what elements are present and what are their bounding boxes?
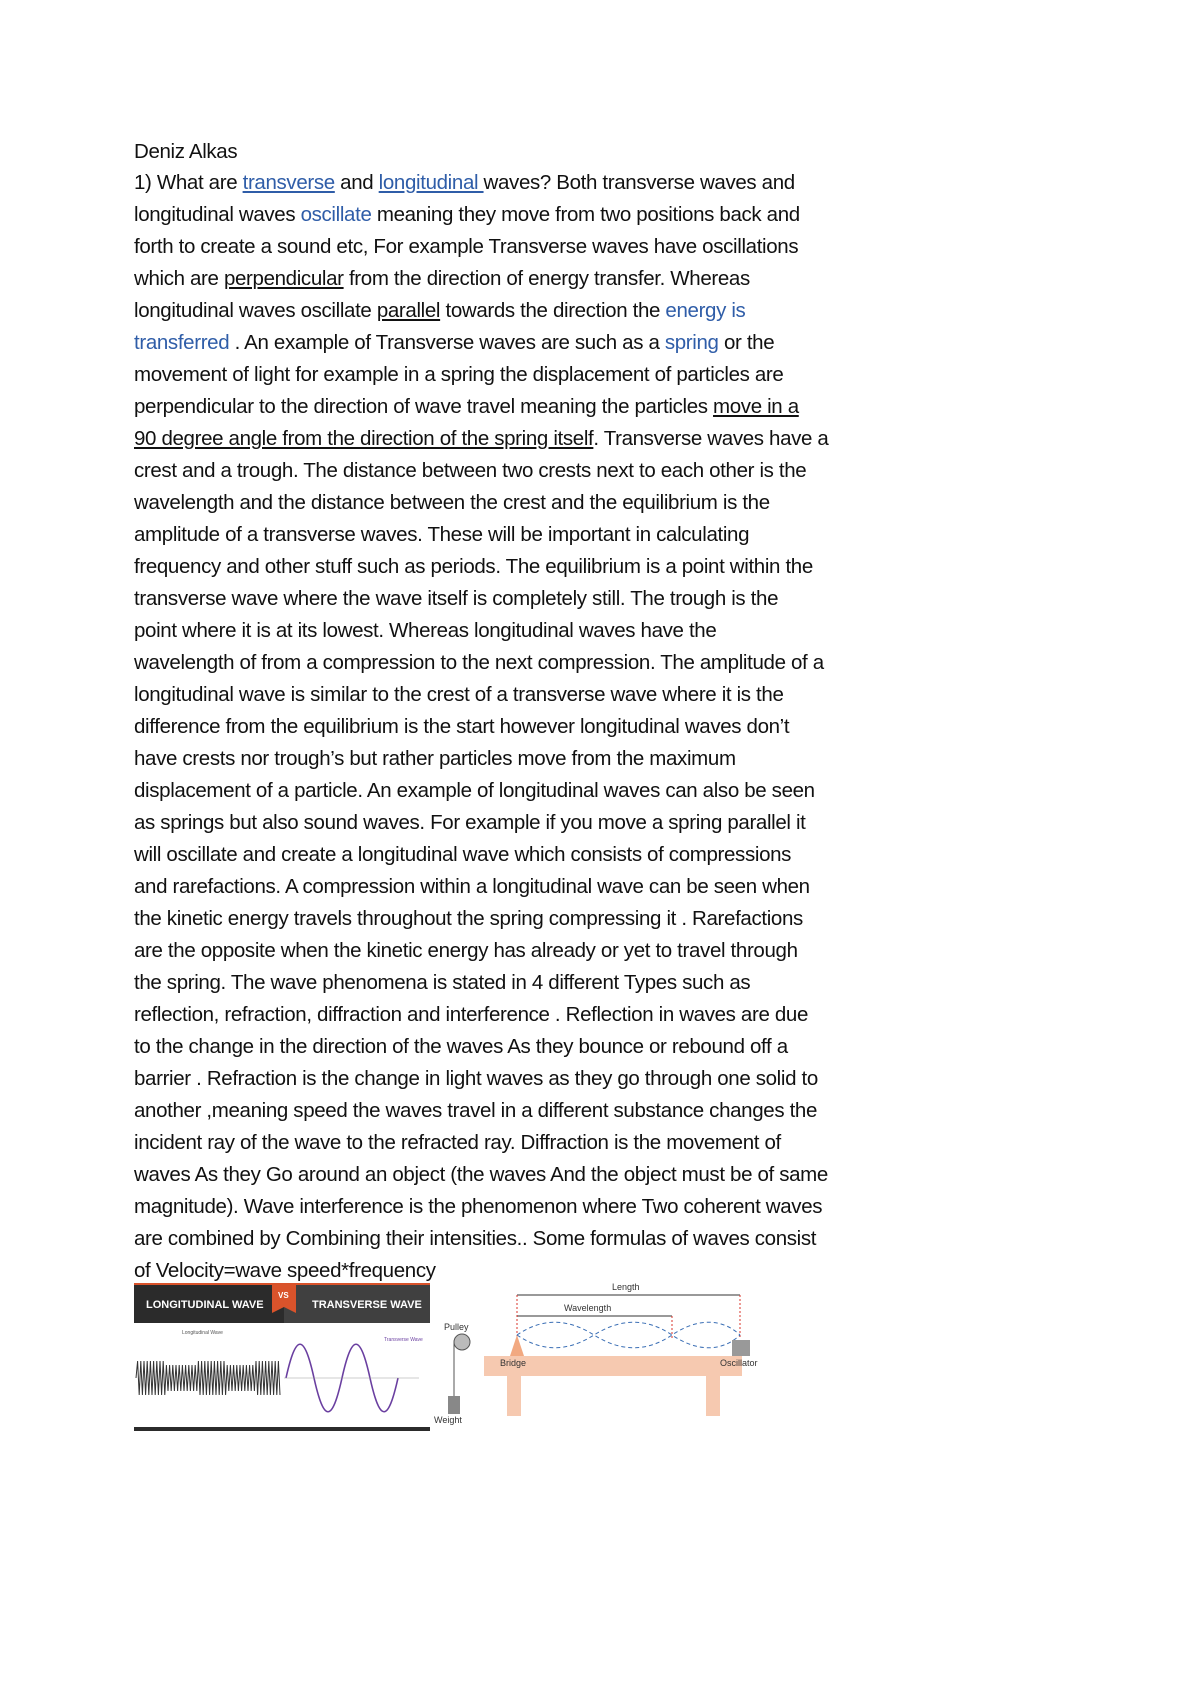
text-line: [134, 839, 828, 871]
text-line: [134, 647, 828, 679]
longitudinal-vs-transverse-figure: [134, 1283, 430, 1433]
text-segment: difference from the equilibrium is the start however longitudinal waves don’t: [134, 715, 790, 738]
oscillator-icon: [732, 1340, 750, 1356]
text-line: [134, 711, 828, 743]
vs-label: VS: [278, 1291, 289, 1300]
text-segment: 1) What are: [134, 171, 243, 194]
weight-label: Weight: [434, 1415, 462, 1425]
underlined-text: parallel: [376, 299, 441, 322]
text-line: [134, 391, 828, 423]
text-line: [134, 1095, 828, 1127]
text-segment: displacement of a particle. An example of longitudinal waves can also be seen: [134, 779, 815, 802]
text-segment: incident ray of the wave to the refracted ray. Diffraction is the movement of: [134, 1131, 781, 1154]
text-segment: or the: [718, 331, 775, 354]
text-segment: . An example of Transverse waves are such as a: [229, 331, 665, 354]
text-segment: of Velocity=wave speed*frequency: [134, 1259, 436, 1282]
text-segment: magnitude). Wave interference is the phenomenon where Two coherent waves: [134, 1195, 823, 1218]
text-segment: have crests nor trough’s but rather particles move from the maximum: [134, 747, 736, 770]
text-segment: perpendicular to the direction of wave travel meaning the particles: [134, 395, 714, 418]
underlined-text: perpendicular: [223, 267, 344, 290]
text-line: [134, 807, 828, 839]
text-segment: movement of light for example in a spring the displacement of particles are: [134, 363, 784, 386]
text-segment: Deniz Alkas: [134, 140, 238, 163]
text-line: [134, 423, 828, 455]
text-segment: forth to create a sound etc, For example Transverse waves have oscillations: [134, 235, 799, 258]
text-segment: barrier . Refraction is the change in light waves as they go through one solid to: [134, 1067, 818, 1090]
text-segment: which are: [134, 267, 224, 290]
highlighted-text: oscillate: [300, 203, 372, 226]
text-segment: towards the direction the: [440, 299, 666, 322]
text-segment: are the opposite when the kinetic energy has already or yet to travel through: [134, 939, 798, 962]
longitudinal-title: LONGITUDINAL WAVE: [146, 1299, 264, 1311]
text-segment: amplitude of a transverse waves. These will be important in calculating: [134, 523, 750, 546]
text-segment: waves? Both transverse waves and: [483, 171, 795, 194]
text-line: [134, 775, 828, 807]
text-segment: longitudinal waves oscillate: [134, 299, 377, 322]
text-line: [134, 1063, 828, 1095]
text-segment: point where it is at its lowest. Whereas longitudinal waves have the: [134, 619, 717, 642]
text-line: [134, 1191, 828, 1223]
text-line: [134, 903, 828, 935]
text-segment: frequency and other stuff such as periods. The equilibrium is a point within the: [134, 555, 813, 578]
author-name: [134, 136, 828, 167]
text-segment: longitudinal wave is similar to the crest of a transverse wave where it is the: [134, 683, 784, 706]
text-segment: the kinetic energy travels throughout the spring compressing it . Rarefactions: [134, 907, 803, 930]
text-segment: crest and a trough. The distance between two crests next to each other is the: [134, 459, 807, 482]
text-line: [134, 1159, 828, 1191]
length-label: Length: [612, 1282, 640, 1292]
highlighted-text: spring: [664, 331, 719, 354]
text-segment: wavelength of from a compression to the next compression. The amplitude of a: [134, 651, 824, 674]
text-line: [134, 167, 828, 199]
transverse-title: TRANSVERSE WAVE: [312, 1299, 422, 1311]
text-line: [134, 487, 828, 519]
text-segment: as springs but also sound waves. For example if you move a spring parallel it: [134, 811, 806, 834]
spring-diagram: [136, 1361, 280, 1395]
transverse-subtitle: Transverse Wave: [384, 1337, 423, 1343]
text-line: [134, 1223, 828, 1255]
text-line: [134, 1127, 828, 1159]
text-line: [134, 455, 828, 487]
text-segment: waves As they Go around an object (the waves And the object must be of same: [134, 1163, 828, 1186]
text-line: [134, 743, 828, 775]
underlined-text: 90 degree angle from the direction of the spring itself: [134, 427, 594, 450]
text-segment: and rarefactions. A compression within a longitudinal wave can be seen when: [134, 875, 810, 898]
highlighted-text: transferred: [134, 331, 230, 354]
oscillator-label: Oscillator: [720, 1358, 758, 1368]
bridge-icon: [510, 1335, 524, 1356]
text-line: [134, 999, 828, 1031]
text-segment: meaning they move from two positions back and: [371, 203, 800, 226]
document-body: [134, 136, 828, 1287]
hyperlink[interactable]: longitudinal: [378, 171, 484, 194]
text-line: [134, 519, 828, 551]
pulley-icon: [454, 1334, 470, 1350]
text-line: [134, 967, 828, 999]
pulley-label: Pulley: [444, 1322, 469, 1332]
standing-wave: [517, 1322, 740, 1348]
text-line: [134, 231, 828, 263]
text-segment: transverse wave where the wave itself is completely still. The trough is the: [134, 587, 779, 610]
text-segment: wavelength and the distance between the crest and the equilibrium is the: [134, 491, 770, 514]
text-line: [134, 935, 828, 967]
text-line: [134, 295, 828, 327]
text-line: [134, 199, 828, 231]
text-segment: to the change in the direction of the waves As they bounce or rebound off a: [134, 1035, 788, 1058]
text-segment: another ,meaning speed the waves travel in a different substance changes the: [134, 1099, 818, 1122]
text-segment: and: [334, 171, 379, 194]
text-line: [134, 551, 828, 583]
longitudinal-subtitle: Longitudinal Wave: [182, 1330, 223, 1336]
text-line: [134, 1031, 828, 1063]
text-segment: are combined by Combining their intensities.. Some formulas of waves consist: [134, 1227, 817, 1250]
weight-icon: [448, 1396, 460, 1414]
text-line: [134, 327, 828, 359]
highlighted-text: energy is: [665, 299, 746, 322]
text-segment: longitudinal waves: [134, 203, 301, 226]
text-line: [134, 615, 828, 647]
text-segment: the spring. The wave phenomena is stated in 4 different Types such as: [134, 971, 751, 994]
text-line: [134, 583, 828, 615]
hyperlink[interactable]: transverse: [242, 171, 335, 194]
text-segment: reflection, refraction, diffraction and interference . Reflection in waves are due: [134, 1003, 808, 1026]
text-segment: from the direction of energy transfer. Whereas: [343, 267, 750, 290]
text-segment: . Transverse waves have a: [593, 427, 829, 450]
text-line: [134, 359, 828, 391]
wavelength-label: Wavelength: [564, 1303, 612, 1313]
standing-wave-apparatus-figure: [432, 1278, 777, 1428]
text-line: [134, 679, 828, 711]
bridge-label: Bridge: [500, 1358, 527, 1368]
text-line: [134, 263, 828, 295]
text-line: [134, 871, 828, 903]
text-segment: will oscillate and create a longitudinal wave which consists of compressions: [134, 843, 792, 866]
underlined-text: move in a: [713, 395, 799, 418]
